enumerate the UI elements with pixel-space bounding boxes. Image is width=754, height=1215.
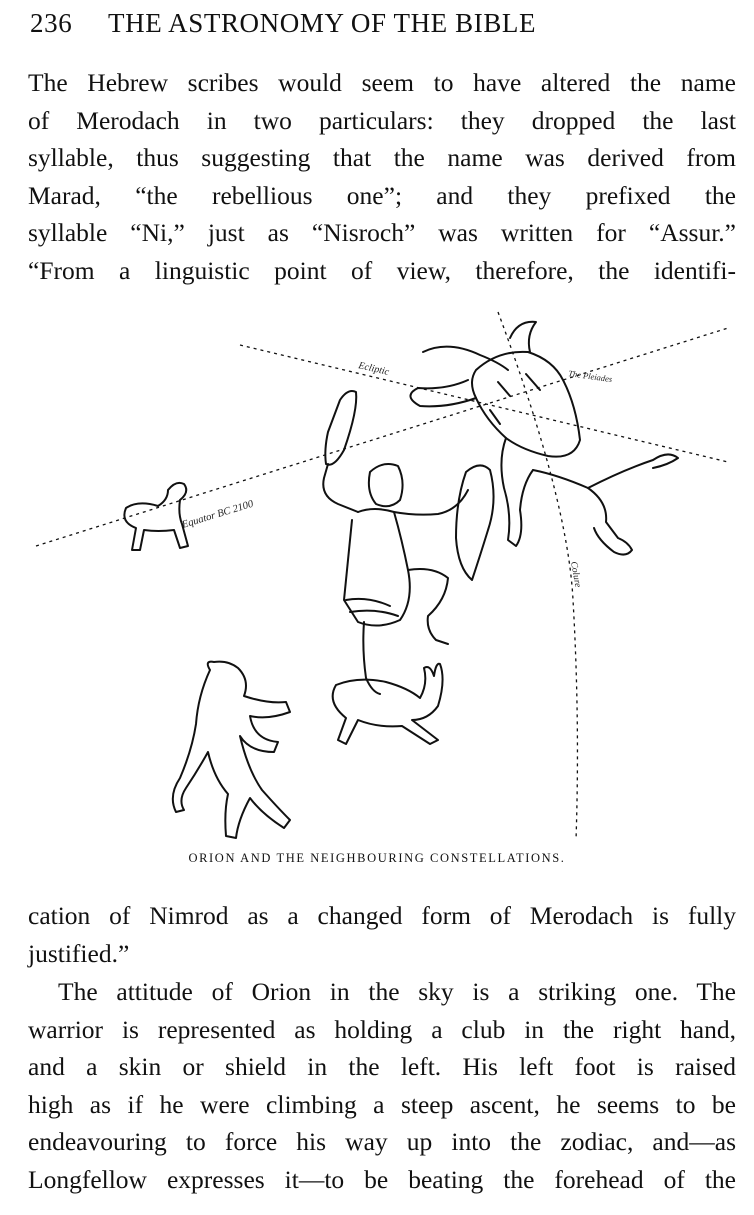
text-line: and a skin or shield in the left. His left foot is raised: [28, 1052, 736, 1081]
equator-label: Equator BC 2100: [180, 498, 255, 531]
figure-caption: ORION AND THE NEIGHBOURING CONSTELLATIONS.: [188, 851, 566, 865]
equator-line: [36, 328, 728, 546]
running-title: THE ASTRONOMY OF THE BIBLE: [108, 8, 537, 38]
text-line: endeavouring to force his way up into the zodiac, and—as: [28, 1127, 736, 1156]
canis-major: [173, 662, 290, 838]
orion-illustration: [28, 300, 736, 845]
text-line: Marad, “the rebellious one”; and they prefixed the: [28, 180, 736, 210]
text-line: cation of Nimrod as a changed form of Merodach is fully: [28, 901, 736, 930]
colure-label: Colure: [568, 560, 583, 589]
lepus-hare: [333, 664, 443, 744]
paragraph-continued: [28, 897, 736, 972]
colure-line: [498, 312, 577, 840]
running-head: [30, 8, 730, 39]
orion-figure: [323, 391, 493, 694]
text-line: warrior is represented as holding a club in the right hand,: [28, 1014, 736, 1044]
page-number: 236: [30, 8, 73, 38]
text-line: Longfellow expresses it—to be beating the forehead of the: [28, 1164, 736, 1194]
text-line: high as if he were climbing a steep ascent, he seems to be: [28, 1089, 736, 1119]
text-line: justified.”: [28, 938, 130, 968]
text-line: “From a linguistic point of view, therefore, the identifi-: [28, 255, 736, 285]
ecliptic-label: Ecliptic: [357, 360, 391, 378]
constellation-drawing: [28, 300, 736, 845]
text-line: The Hebrew scribes would seem to have altered the name: [28, 68, 736, 97]
text-line: The attitude of Orion in the sky is a striking one. The: [58, 977, 736, 1006]
text-line: syllable, thus suggesting that the name was derived from: [28, 143, 736, 172]
pleiades-label: The Pleiades: [567, 368, 613, 385]
paragraph-top: [28, 64, 736, 289]
text-line: syllable “Ni,” just as “Nisroch” was written for “Assur.”: [28, 218, 736, 247]
canis-minor: [124, 483, 188, 550]
text-line: of Merodach in two particulars: they dropped the last: [28, 105, 736, 135]
paragraph-orion: [28, 973, 736, 1198]
